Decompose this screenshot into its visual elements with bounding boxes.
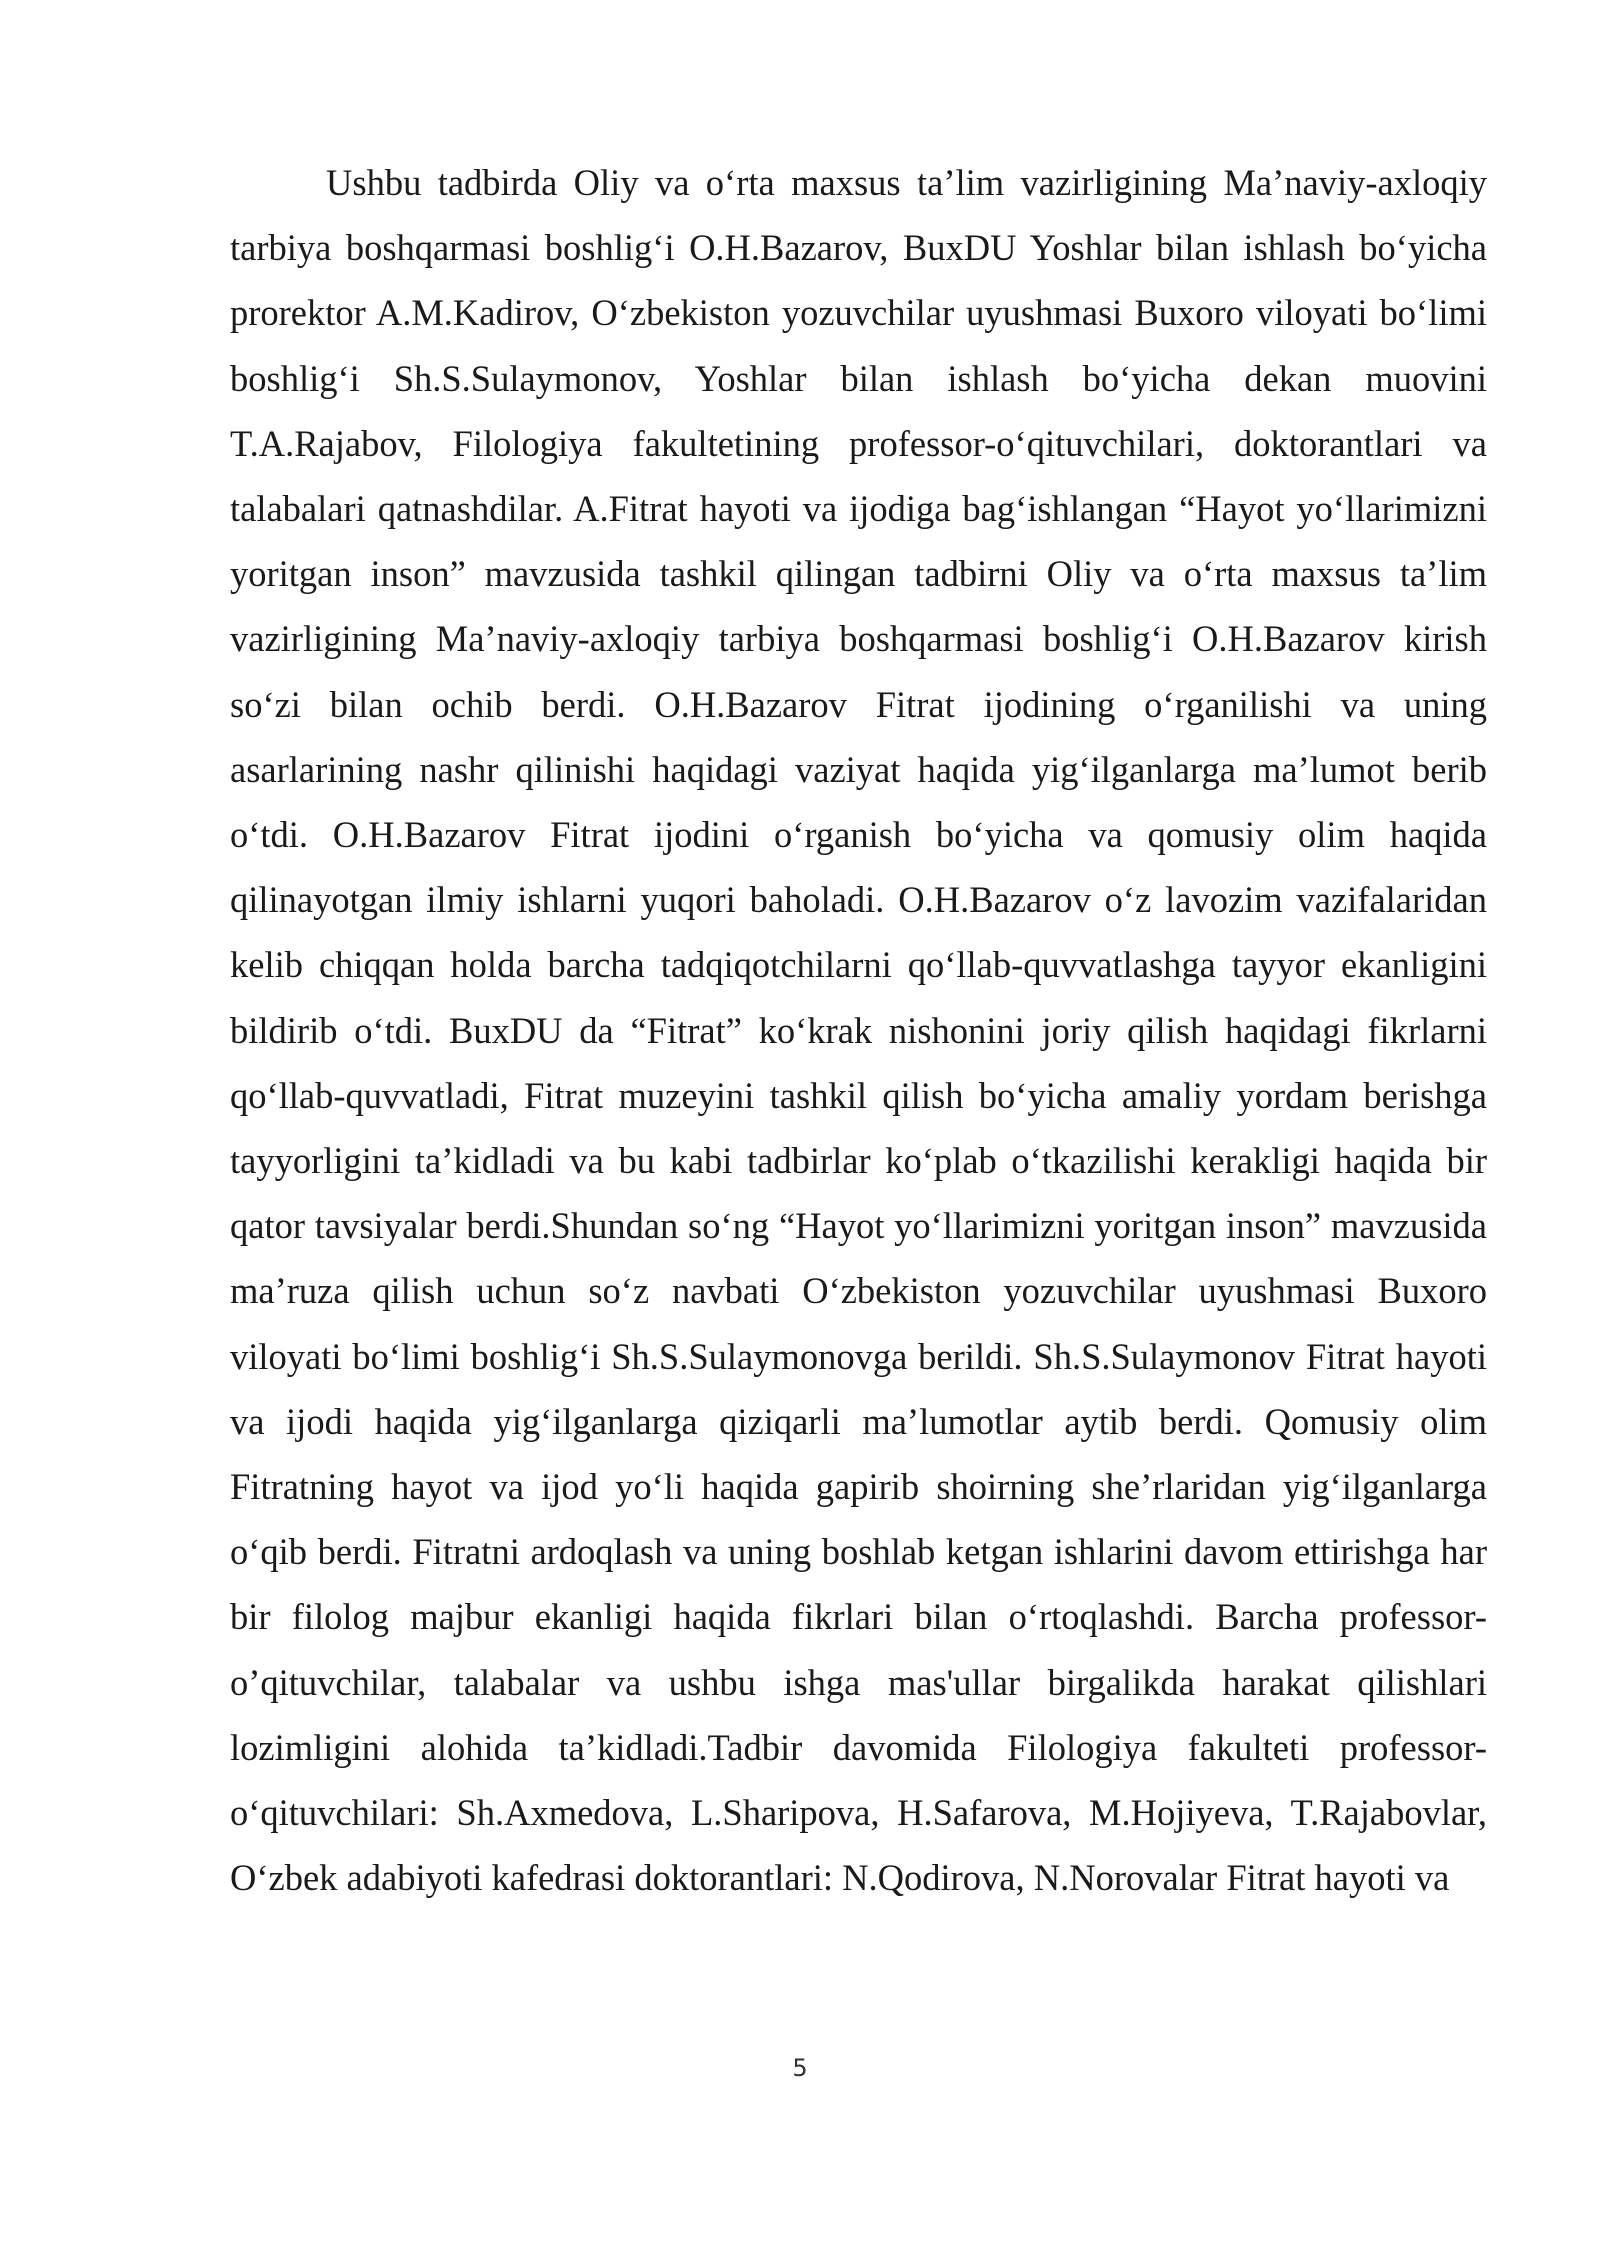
body-paragraph: Ushbu tadbirda Oliy va o‘rta maxsus ta’lim vazirligining Ma’naviy-axloqiy tarbiya boshqarmasi boshlig‘i O.H.Bazarov, BuxDU Yoshlar bilan ishlash bo‘yicha prorektor A.M.Kadirov, O‘zbekiston yozuvchilar uyushmasi Buxoro viloyati bo‘limi boshlig‘i Sh.S.Sulaymonov, Yoshlar bilan ishlash bo‘yicha dekan muovini T.A.Rajabov, Filologiya fakultetining professor-o‘qituvchilari, doktorantlari va talabalari qatnashdilar. A.Fitrat hayoti va ijodiga bag‘ishlangan “Hayot yo‘llarimizni yoritgan inson” mavzusida tashkil qilingan tadbirni Oliy va o‘rta maxsus ta’lim vazirligining Ma’naviy-axloqiy tarbiya boshqarmasi boshlig‘i O.H.Bazarov kirish so‘zi bilan ochib berdi. O.H.Bazarov Fitrat ijodining o‘rganilishi va uning asarlarining nashr qilinishi haqidagi vaziyat haqida yig‘ilganlarga ma’lumot berib o‘tdi. O.H.Bazarov Fitrat ijodini o‘rganish bo‘yicha va qomusiy olim haqida qilinayotgan ilmiy ishlarni yuqori baholadi. O.H.Bazarov o‘z lavozim vazifalaridan kelib chiqqan holda barcha tadqiqotchilarni qo‘llab-quvvatlashga tayyor ekanligini bildirib o‘tdi. BuxDU da “Fitrat” ko‘krak nishonini joriy qilish haqidagi fikrlarni qo‘llab-quvvatladi, Fitrat muzeyini tashkil qilish bo‘yicha amaliy yordam berishga tayyorligini ta’kidladi va bu kabi tadbirlar ko‘plab o‘tkazilishi kerakligi haqida bir qator tavsiyalar berdi.Shundan so‘ng “Hayot yo‘llarimizni yoritgan inson” mavzusida ma’ruza qilish uchun so‘z navbati O‘zbekiston yozuvchilar uyushmasi Buxoro viloyati bo‘limi boshlig‘i Sh.S.Sulaymonovga berildi. Sh.S.Sulaymonov Fitrat hayoti va ijodi haqida yig‘ilganlarga qiziqarli ma’lumotlar aytib berdi. Qomusiy olim Fitratning hayot va ijod yo‘li haqida gapirib shoirning she’rlaridan yig‘ilganlarga o‘qib berdi. Fitratni ardoqlash va uning boshlab ketgan ishlarini davom ettirishga har bir filolog majbur ekanligi haqida fikrlari bilan o‘rtoqlashdi. Barcha professor-o’qituvchilar, talabalar va ushbu ishga mas'ullar birgalikda harakat qilishlari lozimligini alohida ta’kidladi.Tadbir davomida Filologiya fakulteti professor-o‘qituvchilari: Sh.Axmedova, L.Sharipova, H.Safarova, M.Hojiyeva, T.Rajabovlar, O‘zbek adabiyoti kafedrasi doktorantlari: N.Qodirova, N.Norovalar Fitrat hayoti va xyxy=(230,162,1487,1899)
page-number: 5 xyxy=(792,2054,808,2082)
